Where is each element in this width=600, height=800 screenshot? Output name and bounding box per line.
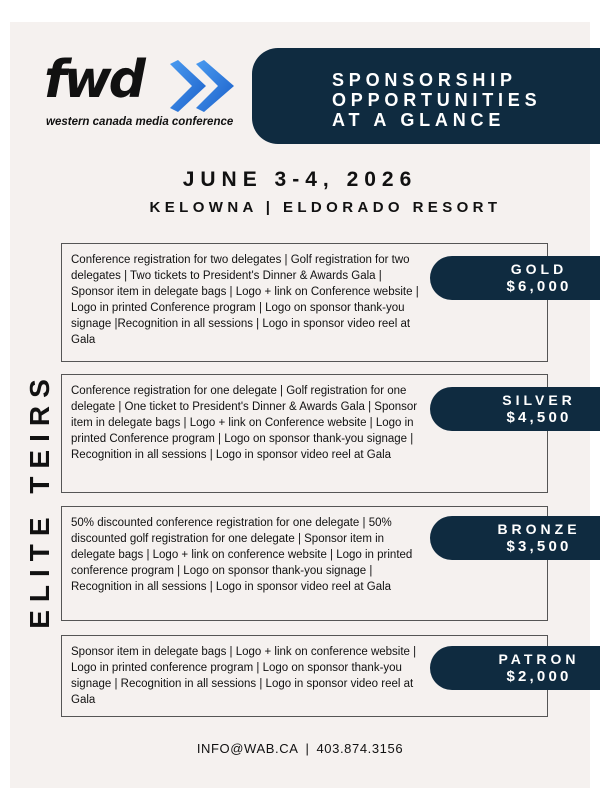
tier-description-patron: Sponsor item in delegate bags | Logo + link on conference website | Logo in printed conference program | Logo on sponsor thank-you signage | Recognition in all sessions | Logo in sponsor video reel at Gala: [71, 646, 417, 706]
tier-name-patron: PATRON: [498, 651, 580, 667]
tier-price-silver: $4,500: [506, 409, 572, 426]
tier-badge-patron: [430, 646, 600, 690]
fwd-logo: [44, 50, 244, 132]
title-line-2: OPPORTUNITIES: [332, 90, 542, 110]
tier-name-bronze: BRONZE: [497, 521, 581, 537]
tier-price-gold: $6,000: [506, 278, 572, 295]
tier-name-silver: SILVER: [502, 392, 576, 408]
tier-price-patron: $2,000: [506, 668, 572, 685]
tier-description-bronze: 50% discounted conference registration for one delegate | 50% discounted golf registration for one delegate | Sponsor item in delegate bags | Logo + link on conference website | Logo in printed conference program | Logo on sponsor thank-you signage | Recognition in all sessions | Logo in sponsor video reel at Gala: [71, 517, 413, 593]
tier-price-bronze: $3,500: [506, 538, 572, 555]
contact-line: [0, 741, 600, 756]
tier-name-gold: GOLD: [510, 261, 568, 277]
contact-phone[interactable]: 403.874.3156: [316, 741, 404, 756]
logo-tagline: western canada media conference: [46, 116, 234, 128]
tier-description-silver: Conference registration for one delegate | Golf registration for one delegate | One ticket to President's Dinner & Awards Gala | Sponsor item in delegate bags | Logo + link on Conference website | Logo in printed Conference program | Logo on sponsor thank-you signage | Recognition in all sessions | Logo in sponsor video reel at Gala: [71, 385, 418, 461]
title-line-3: AT A GLANCE: [332, 110, 506, 130]
tier-badge-silver: [430, 387, 600, 431]
contact-separator: |: [305, 741, 310, 756]
title-banner: [252, 48, 600, 144]
tier-description-gold: Conference registration for two delegates | Golf registration for two delegates | Two tickets to President's Dinner & Awards Gala | Sponsor item in delegate bags | Logo + link on Conference website | Logo in printed Conference program | Logo on sponsor thank-you signage |Recognition in all sessions | Logo in sponsor video reel at Gala: [71, 254, 419, 346]
contact-email[interactable]: INFO@WAB.CA: [196, 741, 299, 756]
event-venue: KELOWNA | ELDORADO RESORT: [149, 199, 502, 216]
title-line-1: SPONSORSHIP: [332, 70, 517, 90]
tier-badge-bronze: [430, 516, 600, 560]
event-date: JUNE 3-4, 2026: [182, 168, 418, 191]
logo-wordmark: fwd: [44, 50, 143, 110]
double-arrow-icon: [168, 60, 240, 116]
side-label-text: ELITE TEIRS: [24, 371, 55, 629]
tier-badge-gold: [430, 256, 600, 300]
